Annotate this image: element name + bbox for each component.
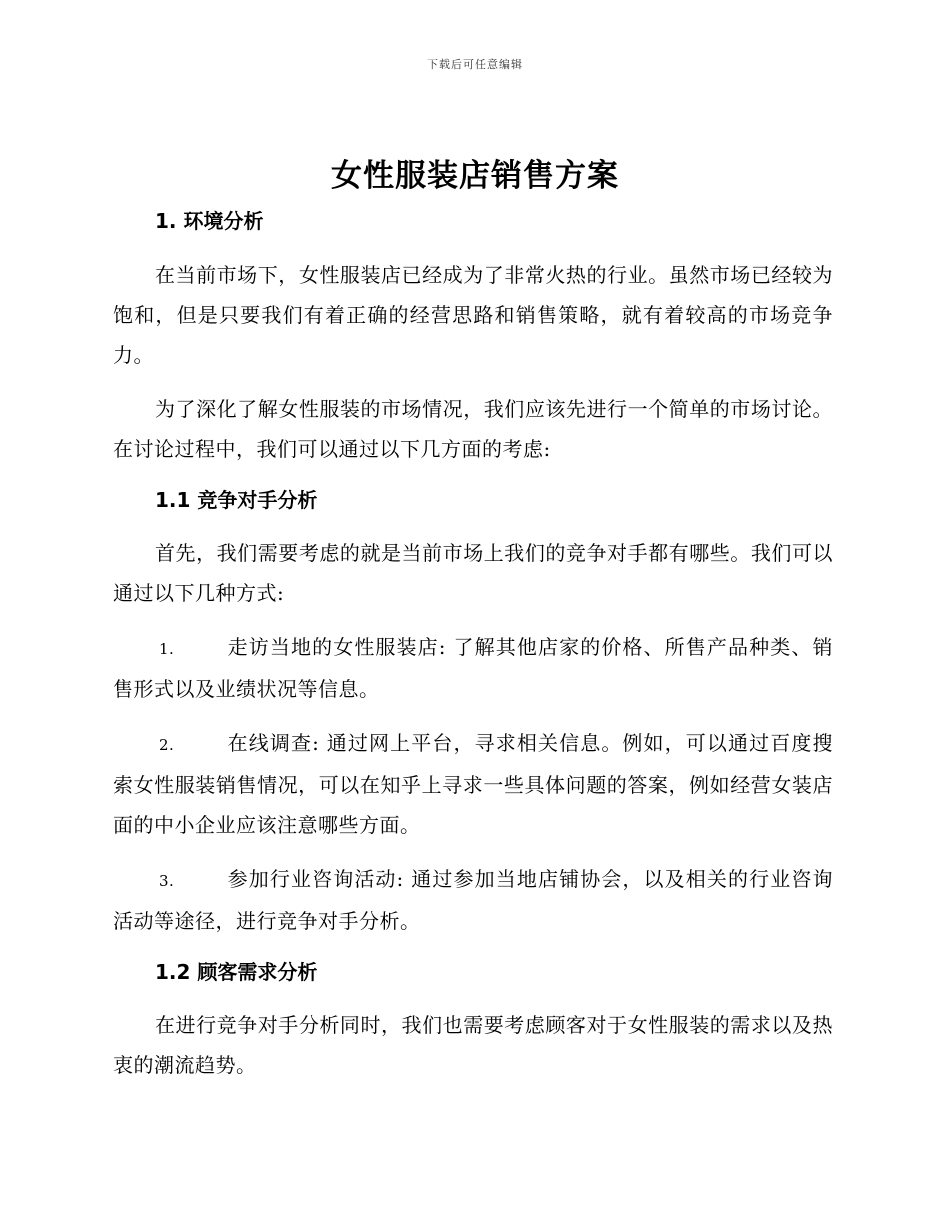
list-item [113, 723, 833, 845]
header-watermark: 下载后可任意编辑 [427, 58, 523, 71]
list-item-number: 3. [159, 872, 175, 890]
list-item [113, 627, 833, 709]
section-heading-customer: 1.2 顾客需求分析 [155, 960, 318, 984]
list-item [113, 859, 833, 941]
list-item-number: 1. [159, 640, 175, 658]
list-item-number: 2. [159, 736, 175, 754]
paragraph: 在当前市场下，女性服装店已经成为了非常火热的行业。虽然市场已经较为饱和，但是只要我们有着正确的经营思路和销售策略，就有着较高的市场竞争力。 [113, 263, 833, 367]
list-item-text: 在线调查: 通过网上平台，寻求相关信息。例如，可以通过百度搜索女性服装销售情况，可以在知乎上寻求一些具体问题的答案，例如经营女装店面的中小企业应该注意哪些方面。 [113, 731, 833, 837]
section-heading-competitor: 1.1 竞争对手分析 [155, 488, 318, 512]
paragraph: 为了深化了解女性服装的市场情况，我们应该先进行一个简单的市场讨论。在讨论过程中，我们可以通过以下几方面的考虑: [113, 397, 833, 461]
list-item-text: 参加行业咨询活动: 通过参加当地店铺协会，以及相关的行业咨询活动等途径，进行竞争对手分析。 [113, 867, 833, 933]
list-item-text: 走访当地的女性服装店: 了解其他店家的价格、所售产品种类、销售形式以及业绩状况等信息。 [113, 635, 833, 701]
document-body [113, 200, 833, 1099]
paragraph: 首先，我们需要考虑的就是当前市场上我们的竞争对手都有哪些。我们可以通过以下几种方式: [113, 541, 833, 605]
section-heading-environment: 1. 环境分析 [155, 209, 264, 233]
document-title: 女性服装店销售方案 [331, 158, 619, 194]
paragraph: 在进行竞争对手分析同时，我们也需要考虑顾客对于女性服装的需求以及热衷的潮流趋势。 [113, 1013, 833, 1077]
